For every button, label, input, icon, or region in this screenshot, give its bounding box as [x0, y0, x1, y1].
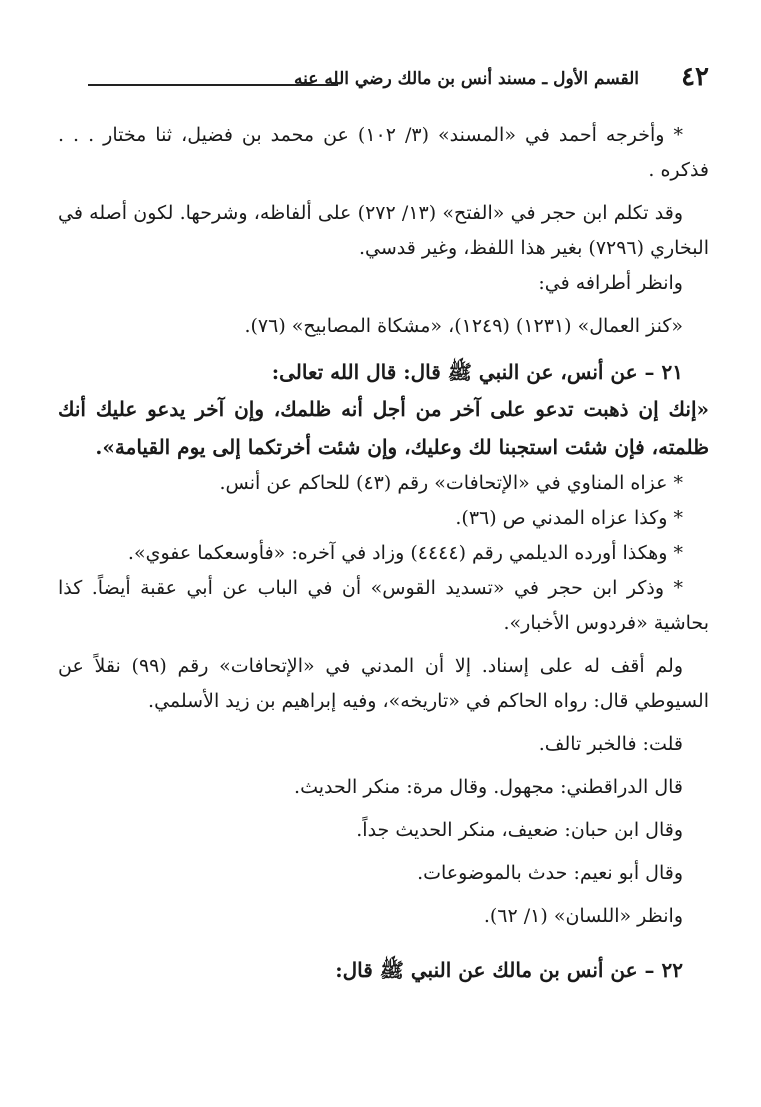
paragraph-no-isnad: ولم أقف له على إسناد. إلا أن المدني في «الإتحافات» رقم (٩٩) نقلاً عن السيوطي قال: رواه الحاكم في «تاريخه»، وفيه إبراهيم بن زيد الأسلمي.	[58, 655, 709, 712]
page-header	[88, 62, 709, 96]
hadith-text-21: «إنك إن ذهبت تدعو على آخر من أجل أنه ظلمك، وإن آخر يدعو عليك أنك ظلمته، فإن شئت استجبنا لك وعليك، وإن شئت أخرتكما إلى يوم القيامة».	[58, 397, 709, 459]
paragraph-ibn-hajar-fath: وقد تكلم ابن حجر في «الفتح» (١٣/ ٢٧٢) على ألفاظه، وشرحها. لكون أصله في البخاري (٧٢٩٦) بغير هذا اللفظ، وغير قدسي.	[58, 202, 709, 259]
header-rule	[88, 84, 338, 86]
paragraph-daraqutni: قال الدراقطني: مجهول. وقال مرة: منكر الحديث.	[294, 776, 683, 798]
page-body	[58, 118, 709, 988]
hadith-heading-21: ٢١ – عن أنس، عن النبي ﷺ قال: قال الله تعالى:	[271, 360, 683, 384]
paragraph-verdict: قلت: فالخبر تالف.	[538, 733, 683, 755]
paragraph-ahmad-takhrij: * وأخرجه أحمد في «المسند» (٣/ ١٠٢) عن محمد بن فضيل، ثنا مختار . . . فذكره .	[58, 124, 709, 181]
paragraph-abu-nuaym: وقال أبو نعيم: حدث بالموضوعات.	[417, 862, 683, 884]
page-number: ٤٢	[681, 62, 709, 92]
hadith-heading-22: ٢٢ – عن أنس بن مالك عن النبي ﷺ قال:	[335, 958, 683, 982]
note-madani: * وكذا عزاه المدني ص (٣٦).	[455, 507, 683, 529]
paragraph-ibn-hibban: وقال ابن حبان: ضعيف، منكر الحديث جداً.	[356, 819, 683, 841]
paragraph-lisan: وانظر «اللسان» (١/ ٦٢).	[483, 905, 683, 927]
note-daylami: * وهكذا أورده الديلمي رقم (٤٤٤٤) وزاد في آخره: «فأوسعكما عفوي».	[127, 542, 683, 564]
paragraph-references: «كنز العمال» (١٢٣١) (١٢٤٩)، «مشكاة المصابيح» (٧٦).	[244, 315, 683, 337]
paragraph-see-atraf: وانظر أطرافه في:	[538, 272, 683, 294]
note-munawi: * عزاه المناوي في «الإتحافات» رقم (٤٣) للحاكم عن أنس.	[219, 472, 683, 494]
note-tasdid-al-qaws: * وذكر ابن حجر في «تسديد القوس» أن في الباب عن أبي عقبة أيضاً. كذا بحاشية «فردوس الأخبار».	[58, 577, 709, 634]
running-title: القسم الأول ـ مسند أنس بن مالك رضي الله عنه	[294, 69, 639, 89]
